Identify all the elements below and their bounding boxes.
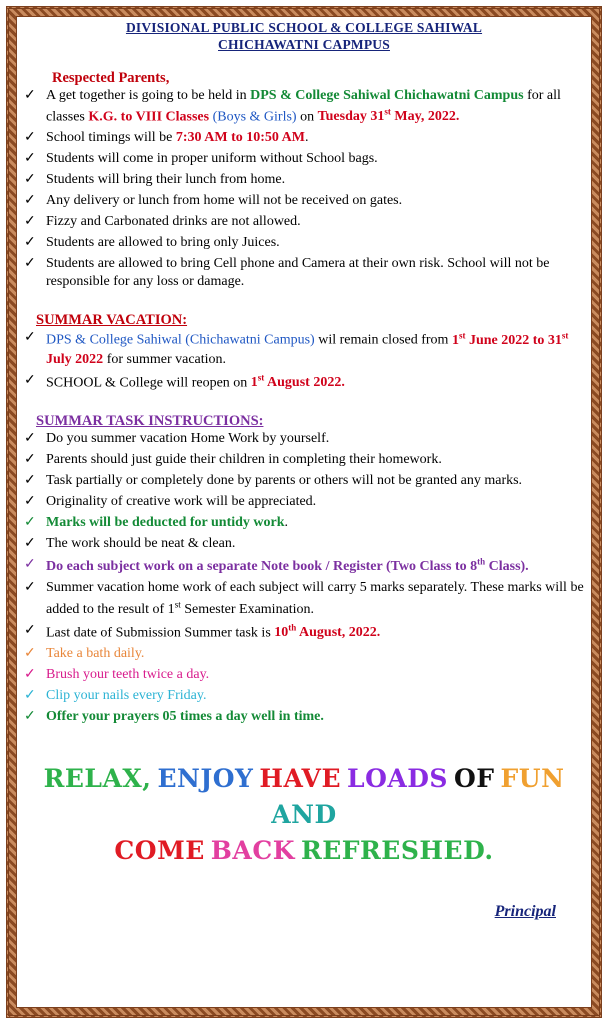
text-run: Originality of creative work will be appreciated. bbox=[46, 493, 317, 509]
banner-word: AND bbox=[271, 799, 337, 829]
check-icon: ✓ bbox=[24, 255, 36, 271]
text-run: The work should be neat & clean. bbox=[46, 535, 236, 551]
school-name-line: DIVISIONAL PUBLIC SCHOOL & COLLEGE SAHIWAL bbox=[125, 20, 483, 35]
text-run: Parents should just guide their children in completing their homework. bbox=[46, 452, 442, 468]
list-item bbox=[22, 535, 586, 554]
text-run: 1st June 2022 to 31st July 2022 bbox=[46, 330, 569, 367]
check-icon: ✓ bbox=[24, 87, 36, 103]
list-item-text bbox=[46, 372, 345, 391]
check-icon: ✓ bbox=[24, 667, 36, 683]
list-item bbox=[22, 150, 586, 169]
list-item-text bbox=[46, 256, 550, 290]
list-item-text bbox=[46, 214, 301, 229]
list-item-text bbox=[46, 688, 206, 703]
list-item-text bbox=[46, 130, 308, 145]
check-icon: ✓ bbox=[24, 192, 36, 208]
summer-task-heading: SUMMAR TASK INSTRUCTIONS: bbox=[36, 413, 264, 430]
text-run: SCHOOL & College will reopen on bbox=[46, 375, 251, 391]
rules-list bbox=[22, 129, 586, 292]
list-item bbox=[22, 493, 586, 512]
banner-word: LOADS bbox=[347, 763, 448, 793]
list-item-text bbox=[46, 494, 316, 509]
list-item-text bbox=[46, 151, 378, 166]
text-run: Task partially or completely done by parents or others will not be granted any marks. bbox=[46, 473, 523, 489]
list-item-text bbox=[46, 431, 329, 446]
text-run: Summer vacation home work of each subject will carry 5 marks separately. These marks will be added to the result of 1st Semester Examination. bbox=[46, 580, 584, 617]
list-item-text bbox=[46, 580, 584, 617]
list-item bbox=[22, 430, 586, 449]
check-icon: ✓ bbox=[24, 708, 36, 724]
list-item-text bbox=[46, 172, 285, 187]
list-item-text bbox=[46, 193, 402, 208]
check-icon: ✓ bbox=[24, 151, 36, 167]
banner-word: ENJOY bbox=[157, 763, 254, 793]
summer-vacation-heading: SUMMAR VACATION: bbox=[36, 312, 188, 329]
list-item-text bbox=[46, 452, 442, 467]
check-icon: ✓ bbox=[24, 493, 36, 509]
check-icon: ✓ bbox=[24, 213, 36, 229]
notice-content bbox=[22, 20, 586, 1004]
text-run: Clip your nails every Friday. bbox=[46, 687, 207, 703]
list-item-text bbox=[46, 556, 529, 575]
list-item-text bbox=[46, 515, 288, 530]
text-run: . bbox=[304, 130, 309, 146]
list-item-text bbox=[46, 667, 209, 682]
task-list bbox=[22, 430, 586, 726]
text-run: for summer vacation. bbox=[103, 351, 227, 367]
page-title bbox=[22, 20, 586, 54]
check-icon: ✓ bbox=[24, 622, 36, 638]
text-run: Any delivery or lunch from home will not be received on gates. bbox=[46, 192, 403, 208]
list-item bbox=[22, 129, 586, 148]
list-item bbox=[22, 666, 586, 685]
text-run: Students are allowed to bring only Juices. bbox=[46, 234, 280, 250]
list-item-text bbox=[46, 536, 235, 551]
banner-word: COME bbox=[114, 836, 205, 866]
list-item bbox=[22, 687, 586, 706]
check-icon: ✓ bbox=[24, 431, 36, 447]
text-run: Do each subject work on a separate Note book / Register (Two Class to 8th Class). bbox=[46, 556, 529, 575]
salutation: Respected Parents, bbox=[52, 69, 170, 86]
text-run: Students will bring their lunch from home. bbox=[46, 171, 286, 187]
text-run: DPS & College Sahiwal Chichawatni Campus bbox=[250, 87, 524, 103]
list-item bbox=[22, 514, 586, 533]
text-run: Brush your teeth twice a day. bbox=[46, 667, 210, 683]
text-run: Marks will be deducted for untidy work bbox=[46, 514, 285, 530]
check-icon: ✓ bbox=[24, 452, 36, 468]
list-item bbox=[22, 87, 586, 127]
check-icon: ✓ bbox=[24, 514, 36, 530]
list-item bbox=[22, 556, 586, 578]
list-item-text bbox=[46, 709, 324, 724]
check-icon: ✓ bbox=[24, 646, 36, 662]
check-icon: ✓ bbox=[24, 473, 36, 489]
text-run: 10th August, 2022. bbox=[274, 622, 381, 641]
list-item-text bbox=[46, 622, 381, 641]
list-item bbox=[22, 213, 586, 232]
banner-word: BACK bbox=[210, 836, 295, 866]
text-run: for all classes bbox=[46, 87, 561, 125]
campus-name-line: CHICHAWATNI CAPMPUS bbox=[218, 36, 390, 52]
banner-word: REFRESHED. bbox=[300, 836, 494, 866]
closing-banner bbox=[22, 761, 586, 870]
check-icon: ✓ bbox=[24, 535, 36, 551]
check-icon: ✓ bbox=[24, 372, 36, 388]
text-run: Fizzy and Carbonated drinks are not allowed. bbox=[46, 213, 301, 229]
list-item bbox=[22, 708, 586, 727]
list-item bbox=[22, 579, 586, 619]
list-item bbox=[22, 234, 586, 253]
text-run: 7:30 AM to 10:50 AM bbox=[175, 130, 305, 146]
signature: Principal bbox=[494, 903, 556, 921]
text-run: wil remain closed from bbox=[314, 332, 452, 348]
text-run: Offer your prayers 05 times a day well in time. bbox=[46, 708, 324, 724]
text-run: 1st August 2022. bbox=[250, 372, 345, 391]
text-run: Tuesday 31st May, 2022. bbox=[317, 106, 460, 125]
list-item-text bbox=[46, 646, 144, 661]
text-run: . bbox=[284, 514, 289, 530]
intro-list bbox=[22, 87, 586, 127]
check-icon: ✓ bbox=[24, 330, 36, 346]
list-item bbox=[22, 372, 586, 394]
list-item bbox=[22, 329, 586, 369]
text-run: K.G. to VIII Classes bbox=[88, 109, 210, 125]
text-run: Last date of Submission Summer task is bbox=[46, 625, 275, 641]
list-item bbox=[22, 451, 586, 470]
check-icon: ✓ bbox=[24, 580, 36, 596]
list-item bbox=[22, 622, 586, 644]
banner-word: RELAX, bbox=[43, 763, 152, 793]
text-run: (Boys & Girls) bbox=[209, 109, 297, 125]
check-icon: ✓ bbox=[24, 687, 36, 703]
text-run: Students will come in proper uniform without School bags. bbox=[46, 151, 378, 167]
list-item-text bbox=[46, 235, 280, 250]
list-item-text bbox=[46, 330, 569, 367]
banner-word: HAVE bbox=[259, 763, 341, 793]
text-run: Do you summer vacation Home Work by yourself. bbox=[46, 431, 330, 447]
list-item bbox=[22, 472, 586, 491]
text-run: A get together is going to be held in bbox=[46, 87, 251, 103]
check-icon: ✓ bbox=[24, 171, 36, 187]
list-item-text bbox=[46, 473, 522, 488]
text-run: on bbox=[296, 109, 318, 125]
text-run: Take a bath daily. bbox=[46, 646, 145, 662]
list-item bbox=[22, 171, 586, 190]
banner-word: FUN bbox=[500, 763, 565, 793]
vacation-list bbox=[22, 329, 586, 393]
text-run: DPS & College Sahiwal (Chichawatni Campus) bbox=[46, 332, 315, 348]
text-run: School timings will be bbox=[46, 130, 176, 146]
list-item bbox=[22, 192, 586, 211]
check-icon: ✓ bbox=[24, 556, 36, 572]
text-run: Students are allowed to bring Cell phone and Camera at their own risk. School will not be responsible for any loss or damage. bbox=[46, 255, 550, 290]
list-item-text bbox=[46, 88, 561, 125]
banner-word: OF bbox=[454, 763, 495, 793]
check-icon: ✓ bbox=[24, 234, 36, 250]
check-icon: ✓ bbox=[24, 130, 36, 146]
list-item bbox=[22, 645, 586, 664]
list-item bbox=[22, 255, 586, 293]
